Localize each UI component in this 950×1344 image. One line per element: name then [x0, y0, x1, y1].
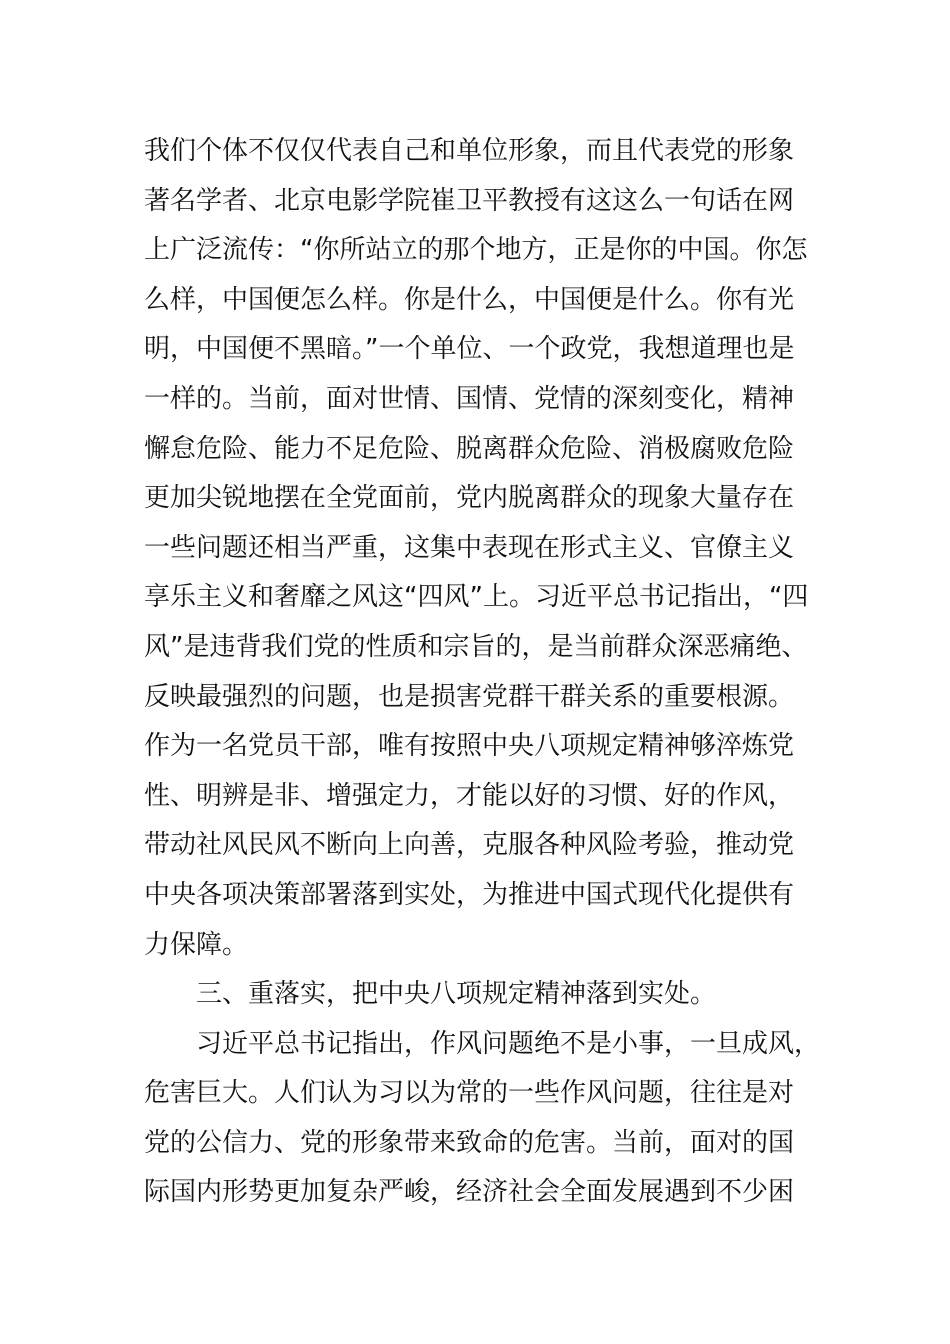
- text-line: 性、明辨是非、增强定力，才能以好的习惯、好的作风，: [144, 780, 795, 811]
- text-line: 明，中国便不黑暗。”一个单位、一个政党，我想道理也是: [144, 334, 795, 365]
- text-line: 著名学者、北京电影学院崔卫平教授有这这么一句话在网: [144, 185, 795, 216]
- body-text: [144, 127, 844, 1218]
- text-line: 作为一名党员干部，唯有按照中央八项规定精神够淬炼党: [144, 731, 795, 762]
- text-line: 么样，中国便怎么样。你是什么，中国便是什么。你有光: [144, 284, 795, 315]
- text-line: 危害巨大。人们认为习以为常的一些作风问题，往往是对: [144, 1078, 795, 1109]
- text-line: 一些问题还相当严重，这集中表现在形式主义、官僚主义: [144, 532, 795, 563]
- text-line: 懈怠危险、能力不足危险、脱离群众危险、消极腐败危险: [144, 433, 795, 464]
- text-line: 力保障。: [144, 929, 249, 960]
- text-line: 中央各项决策部署落到实处，为推进中国式现代化提供有: [144, 879, 795, 910]
- text-line: 享乐主义和奢靡之风这“四风”上。习近平总书记指出，“四: [144, 582, 809, 613]
- text-line: 党的公信力、党的形象带来致命的危害。当前，面对的国: [144, 1127, 795, 1158]
- section-heading: 三、重落实，把中央八项规定精神落到实处。: [196, 979, 717, 1010]
- text-line: 际国内形势更加复杂严峻，经济社会全面发展遇到不少困: [144, 1177, 795, 1208]
- text-line: 我们个体不仅仅代表自己和单位形象，而且代表党的形象: [144, 136, 795, 166]
- text-line: 一样的。当前，面对世情、国情、党情的深刻变化，精神: [144, 383, 795, 414]
- text-line: 上广泛流传：“你所站立的那个地方，正是你的中国。你怎: [144, 235, 808, 266]
- text-line: 习近平总书记指出，作风问题绝不是小事，一旦成风，: [196, 1028, 821, 1059]
- text-line: 带动社风民风不断向上向善，克服各种风险考验，推动党: [144, 830, 795, 861]
- text-line: 反映最强烈的问题，也是损害党群干群关系的重要根源。: [144, 681, 795, 712]
- text-line: 风”是违背我们党的性质和宗旨的，是当前群众深恶痛绝、: [144, 631, 808, 662]
- text-line: 更加尖锐地摆在全党面前，党内脱离群众的现象大量存在: [144, 483, 795, 514]
